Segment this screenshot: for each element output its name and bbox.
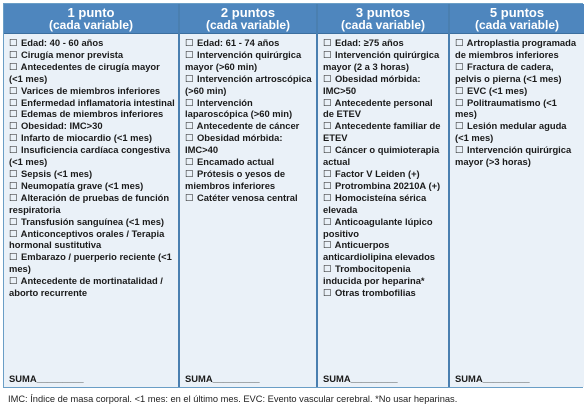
item-label: Lesión medular aguda (<1 mes): [455, 120, 567, 144]
column-points: 2 puntos: [220, 5, 276, 20]
checkbox-icon[interactable]: ☐: [323, 215, 332, 227]
checkbox-icon[interactable]: ☐: [455, 120, 464, 132]
item-label: Artroplastia programada de miembros inferiores: [455, 37, 577, 60]
item-label: Obesidad: IMC>30: [21, 120, 103, 132]
column-3-puntos: [318, 4, 450, 387]
checklist-item: [323, 73, 445, 97]
column-header: [180, 4, 316, 34]
checklist-item: [9, 144, 175, 168]
checklist-item: [455, 120, 581, 144]
checkbox-icon[interactable]: ☐: [455, 144, 464, 156]
checklist-item: [185, 120, 313, 132]
checkbox-icon[interactable]: ☐: [9, 132, 18, 144]
item-label: Embarazo / puerperio reciente (<1 mes): [9, 251, 172, 275]
checkbox-icon[interactable]: ☐: [9, 108, 18, 120]
item-label: Varices de miembros inferiores: [21, 84, 161, 96]
checklist-item: [323, 180, 445, 192]
checkbox-icon[interactable]: ☐: [323, 96, 332, 108]
column-points: 1 punto: [67, 5, 115, 20]
checklist-item: [9, 132, 175, 144]
item-label: Anticuerpos anticardiolipina elevados: [323, 239, 436, 263]
checklist-item: [323, 287, 445, 299]
checkbox-icon[interactable]: ☐: [185, 96, 194, 108]
item-label: Otras trombofilias: [335, 287, 416, 299]
checkbox-icon[interactable]: ☐: [323, 167, 332, 179]
checklist-item: [323, 49, 445, 73]
checkbox-icon[interactable]: ☐: [185, 48, 194, 60]
checklist-item: [455, 144, 581, 168]
suma-field: SUMA_________: [185, 373, 260, 384]
item-label: Edad: ≥75 años: [335, 37, 404, 48]
checklist-item: [185, 132, 313, 156]
item-label: Intervención quirúrgica mayor (>60 min): [185, 48, 302, 72]
checkbox-icon[interactable]: ☐: [455, 37, 464, 48]
checkbox-icon[interactable]: ☐: [455, 60, 464, 72]
checkbox-icon[interactable]: ☐: [9, 275, 18, 287]
checkbox-icon[interactable]: ☐: [455, 96, 464, 108]
item-label: Insuficiencia cardíaca congestiva (<1 mes): [9, 144, 171, 168]
suma-field: SUMA_________: [323, 373, 398, 384]
checklist-item: [9, 85, 175, 97]
item-label: Protrombina 20210A (+): [335, 179, 441, 191]
item-label: Politraumatismo (<1 mes): [455, 96, 557, 120]
column-header: [318, 4, 448, 34]
checkbox-icon[interactable]: ☐: [323, 179, 332, 191]
column-header: [450, 4, 584, 34]
checklist-item: [9, 108, 175, 120]
checklist-item: [185, 49, 313, 73]
checklist-item: [323, 239, 445, 263]
checkbox-icon[interactable]: ☐: [323, 263, 332, 275]
checkbox-icon[interactable]: ☐: [323, 37, 332, 48]
item-list: [318, 34, 448, 373]
item-label: Obesidad mórbida: IMC>50: [323, 72, 421, 96]
checklist-item: [455, 85, 581, 97]
item-list: [180, 34, 316, 373]
item-label: Edad: 40 - 60 años: [21, 37, 104, 48]
checklist-item: [323, 144, 445, 168]
item-label: Obesidad mórbida: IMC>40: [185, 132, 283, 156]
item-label: Enfermedad inflamatoria intestinal: [21, 96, 175, 108]
checkbox-icon[interactable]: ☐: [323, 191, 332, 203]
item-label: Anticoagulante lúpico positivo: [323, 215, 433, 239]
item-label: Antecedente de mortinatalidad / aborto recurrente: [9, 275, 163, 299]
footnote: IMC: Índice de masa corporal. <1 mes: en el último mes. EVC: Evento vascular cerebral. *No usar heparinas.: [8, 394, 458, 404]
item-label: Alteración de pruebas de función respiratoria: [9, 191, 170, 215]
item-label: Intervención quirúrgica mayor (2 a 3 horas): [323, 48, 440, 72]
checkbox-icon[interactable]: ☐: [455, 84, 464, 96]
column-2-puntos: [180, 4, 318, 387]
checklist-item: [323, 263, 445, 287]
checklist-item: [9, 275, 175, 299]
item-label: Sepsis (<1 mes): [21, 167, 93, 179]
item-label: Encamado actual: [197, 156, 275, 168]
item-label: Factor V Leiden (+): [335, 167, 420, 179]
checkbox-icon[interactable]: ☐: [185, 156, 194, 168]
column-subtitle: (cada variable): [205, 18, 291, 32]
checklist-item: [185, 192, 313, 204]
column-subtitle: (cada variable): [340, 18, 426, 32]
checkbox-icon[interactable]: ☐: [9, 96, 18, 108]
item-label: Edemas de miembros inferiores: [21, 108, 164, 120]
item-label: Intervención quirúrgica mayor (>3 horas): [455, 144, 572, 168]
checkbox-icon[interactable]: ☐: [185, 37, 194, 48]
checklist-item: [9, 61, 175, 85]
checklist-item: [323, 120, 445, 144]
column-points: 5 puntos: [489, 5, 545, 20]
item-label: Anticonceptivos orales / Terapia hormonal sustitutiva: [9, 227, 165, 251]
checklist-item: [323, 216, 445, 240]
item-label: Trombocitopenia inducida por heparina*: [323, 263, 425, 287]
item-label: Intervención artroscópica (>60 min): [185, 72, 312, 96]
column-subtitle: (cada variable): [474, 18, 560, 32]
item-label: Prótesis o yesos de miembros inferiores: [185, 167, 286, 191]
checklist-item: [9, 37, 175, 49]
checkbox-icon[interactable]: ☐: [185, 191, 194, 203]
item-label: Catéter venosa central: [197, 191, 298, 203]
checkbox-icon[interactable]: ☐: [323, 72, 332, 84]
column-1-punto: [4, 4, 180, 387]
column-subtitle: (cada variable): [48, 18, 134, 32]
checkbox-icon[interactable]: ☐: [9, 227, 18, 239]
item-label: EVC (<1 mes): [467, 84, 528, 96]
checkbox-icon[interactable]: ☐: [9, 37, 18, 48]
checkbox-icon[interactable]: ☐: [9, 60, 18, 72]
checklist-item: [9, 49, 175, 61]
item-list: [450, 34, 584, 373]
item-label: Fractura de cadera, pelvis o pierna (<1 mes): [455, 60, 562, 84]
checkbox-icon[interactable]: ☐: [323, 144, 332, 156]
item-label: Antecedente personal de ETEV: [323, 96, 433, 120]
checklist-item: [323, 168, 445, 180]
item-label: Antecedente familiar de ETEV: [323, 120, 441, 144]
checklist-item: [9, 168, 175, 180]
checklist-item: [9, 180, 175, 192]
checklist-item: [9, 216, 175, 228]
checkbox-icon[interactable]: ☐: [323, 239, 332, 251]
checklist-item: [9, 120, 175, 132]
risk-score-table: [3, 3, 583, 388]
checkbox-icon[interactable]: ☐: [9, 120, 18, 132]
checkbox-icon[interactable]: ☐: [185, 72, 194, 84]
checklist-item: [185, 37, 313, 49]
item-list: [4, 34, 178, 373]
checkbox-icon[interactable]: ☐: [323, 48, 332, 60]
checkbox-icon[interactable]: ☐: [323, 287, 332, 299]
checklist-item: [455, 37, 581, 61]
checklist-item: [323, 97, 445, 121]
checklist-item: [185, 168, 313, 192]
checkbox-icon[interactable]: ☐: [9, 191, 18, 203]
checklist-item: [323, 37, 445, 49]
checklist-item: [185, 97, 313, 121]
checkbox-icon[interactable]: ☐: [9, 84, 18, 96]
column-header: [4, 4, 178, 34]
item-label: Antecedente de cáncer: [196, 120, 300, 132]
item-label: Cáncer o quimioterapia actual: [323, 144, 440, 168]
checklist-item: [9, 251, 175, 275]
item-label: Intervención laparoscópica (>60 min): [185, 96, 293, 120]
item-label: Homocisteína sérica elevada: [323, 191, 427, 215]
checkbox-icon[interactable]: ☐: [9, 251, 18, 263]
checkbox-icon[interactable]: ☐: [9, 144, 18, 156]
checkbox-icon[interactable]: ☐: [185, 120, 194, 132]
checkbox-icon[interactable]: ☐: [9, 215, 18, 227]
item-label: Infarto de miocardio (<1 mes): [21, 132, 153, 144]
item-label: Neumopatía grave (<1 mes): [21, 179, 144, 191]
checkbox-icon[interactable]: ☐: [9, 179, 18, 191]
checklist-item: [323, 192, 445, 216]
suma-field: SUMA_________: [9, 373, 84, 384]
item-label: Transfusión sanguínea (<1 mes): [21, 215, 165, 227]
checklist-item: [185, 156, 313, 168]
checkbox-icon[interactable]: ☐: [9, 48, 18, 60]
checkbox-icon[interactable]: ☐: [185, 167, 194, 179]
checklist-item: [455, 61, 581, 85]
column-points: 3 puntos: [355, 5, 411, 20]
checklist-item: [185, 73, 313, 97]
item-label: Cirugía menor prevista: [21, 48, 124, 60]
checklist-item: [9, 192, 175, 216]
checklist-item: [9, 97, 175, 109]
checkbox-icon[interactable]: ☐: [323, 120, 332, 132]
checklist-item: [455, 97, 581, 121]
checklist-item: [9, 228, 175, 252]
item-label: Edad: 61 - 74 años: [197, 37, 280, 48]
item-label: Antecedentes de cirugía mayor (<1 mes): [9, 60, 160, 84]
suma-field: SUMA_________: [455, 373, 530, 384]
checkbox-icon[interactable]: ☐: [9, 167, 18, 179]
column-5-puntos: [450, 4, 584, 387]
checkbox-icon[interactable]: ☐: [185, 132, 194, 144]
